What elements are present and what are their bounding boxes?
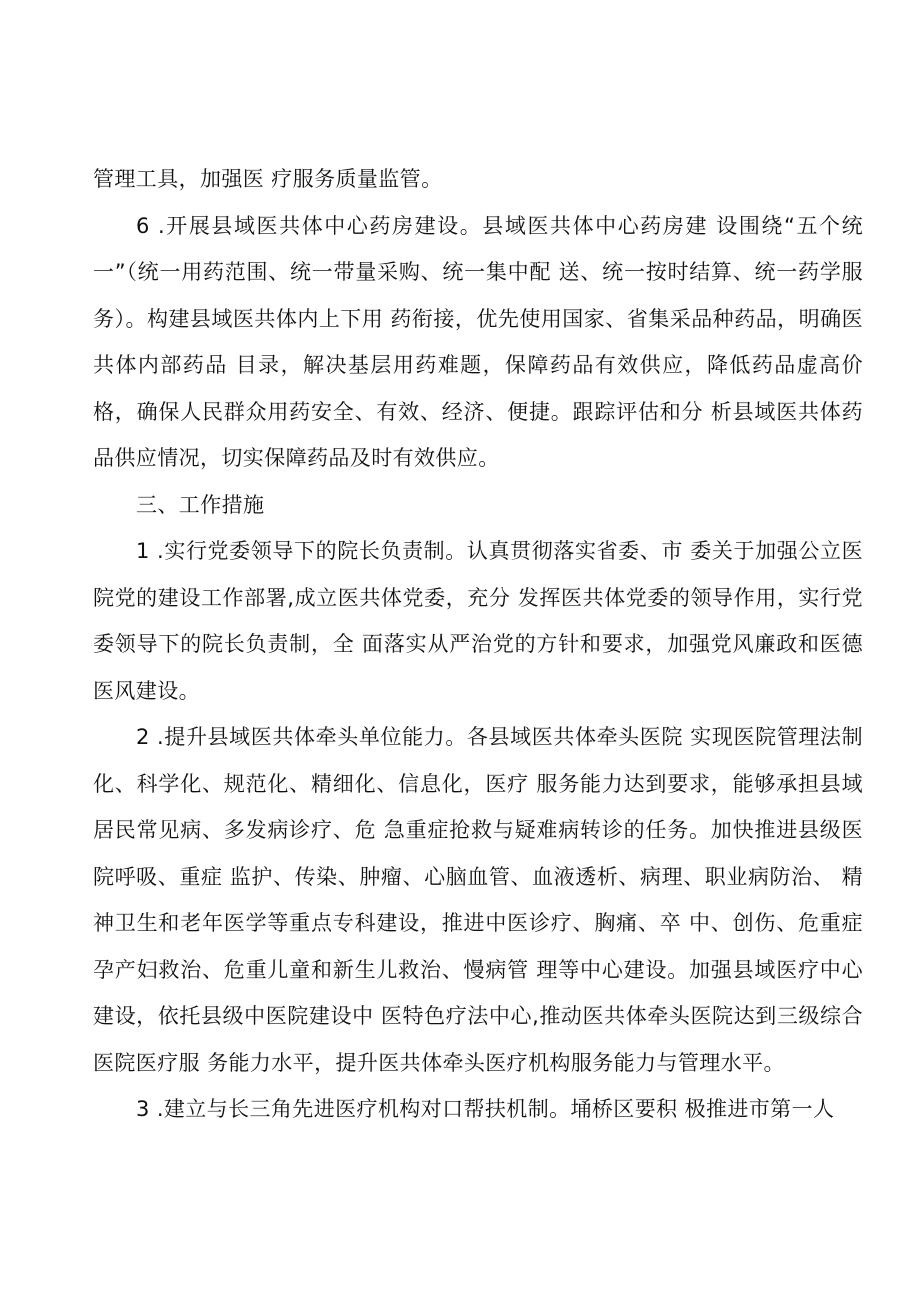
section-heading: 三、工作措施 bbox=[136, 492, 265, 517]
paragraph-item-1: 1 .实行党委领导下的院长负责制。认真贯彻落实省委、市 委关于加强公立医院党的建设工作部署,成立医共体党委，充分 发挥医共体党委的领导作用，实行党委领导下的院长负责制，全 面落实从严治党的方针和要求，加强党风廉政和医德医风建设。 bbox=[93, 539, 863, 703]
paragraph-item-2: 2 .提升县域医共体牵头单位能力。各县域医共体牵头医院 实现医院管理法制化、科学化、规范化、精细化、信息化，医疗 服务能力达到要求，能够承担县域居民常见病、多发病诊疗、危 急重症抢救与疑难病转诊的任务。加快推进县级医院呼吸、重症 监护、传染、肿瘤、心脑血管、血液透析、病理、职业病防治、 精神卫生和老年医学等重点专科建设，推进中医诊疗、胸痛、卒 中、创伤、危重症孕产妇救治、危重儿童和新生儿救治、慢病管 理等中心建设。加强县域医疗中心建设，依托县级中医院建设中 医特色疗法中心,推动医共体牵头医院达到三级综合医院医疗服 务能力水平，提升医共体牵头医疗机构服务能力与管理水平。 bbox=[93, 725, 863, 1075]
paragraph-item-6: 6 .开展县域医共体中心药房建设。县域医共体中心药房建 设围绕“五个统一”（统一用药范围、统一带量采购、统一集中配 送、统一按时结算、统一药学服务）。构建县域医共体内上下用 药衔接，优先使用国家、省集采品种药品，明确医共体内部药品 目录，解决基层用药难题，保障药品有效供应，降低药品虚高价 格，确保人民群众用药安全、有效、经济、便捷。跟踪评估和分 析县域医共体药品供应情况，切实保障药品及时有效供应。 bbox=[93, 213, 863, 470]
document-page bbox=[93, 156, 863, 1133]
paragraph-continuation: 管理工具，加强医 疗服务质量监管。 bbox=[93, 167, 443, 191]
paragraph-item-3: 3 .建立与长三角先进医疗机构对口帮扶机制。埇桥区要积 极推进市第一人 bbox=[136, 1097, 835, 1121]
